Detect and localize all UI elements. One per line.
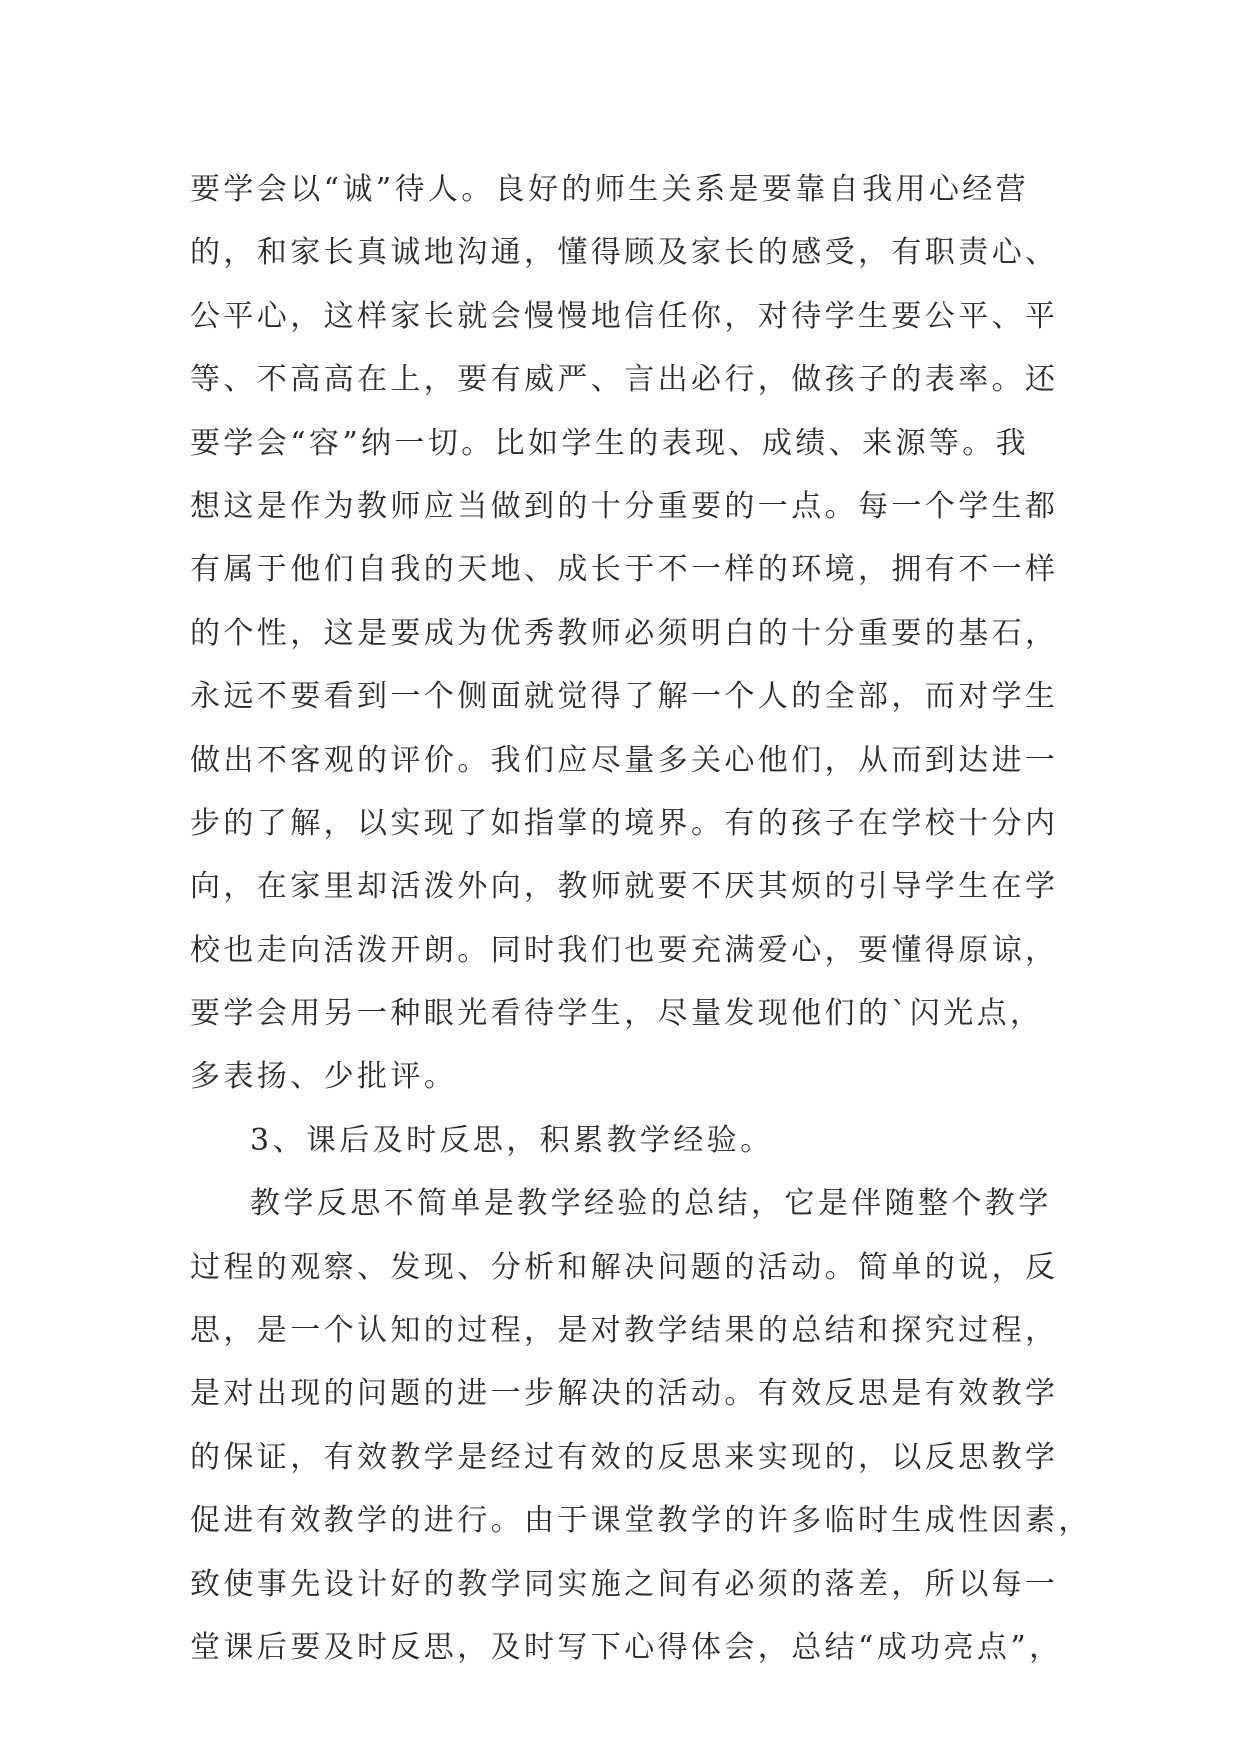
text-line: 步的了解，以实现了如指掌的境界。有的孩子在学校十分内	[190, 805, 1059, 841]
paragraph-first-line: 教学反思不简单是教学经验的总结，它是伴随整个教学	[250, 1186, 1052, 1222]
text-line: 多表扬、少批评。	[190, 1059, 458, 1095]
text-line: 是对出现的问题的进一步解决的活动。有效反思是有效教学	[190, 1376, 1059, 1412]
text-line: 的保证，有效教学是经过有效的反思来实现的，以反思教学	[190, 1439, 1059, 1475]
text-line: 要学会用另一种眼光看待学生，尽量发现他们的`闪光点，	[190, 996, 1044, 1032]
text-line: 等、不高高在上，要有威严、言出必行，做孩子的表率。还	[190, 362, 1059, 398]
text-line: 要学会以“诚”待人。良好的师生关系是要靠自我用心经营	[190, 172, 1030, 207]
text-line: 向，在家里却活泼外向，教师就要不厌其烦的引导学生在学	[190, 869, 1059, 905]
body-text	[190, 158, 1092, 1679]
text-line: 公平心，这样家长就会慢慢地信任你，对待学生要公平、平	[190, 298, 1059, 334]
text-line: 想这是作为教师应当做到的十分重要的一点。每一个学生都	[190, 488, 1059, 524]
text-line: 有属于他们自我的天地、成长于不一样的环境，拥有不一样	[190, 552, 1059, 588]
text-line: 校也走向活泼开朗。同时我们也要充满爱心，要懂得原谅，	[190, 932, 1059, 968]
text-line: 做出不客观的评价。我们应尽量多关心他们，从而到达进一	[190, 742, 1059, 778]
text-line: 过程的观察、发现、分析和解决问题的活动。简单的说，反	[190, 1249, 1059, 1285]
text-line: 要学会“容”纳一切。比如学生的表现、成绩、来源等。我	[190, 425, 1030, 461]
text-line: 堂课后要及时反思，及时写下心得体会，总结“成功亮点”，	[190, 1629, 1063, 1665]
text-line: 的，和家长真诚地沟通，懂得顾及家长的感受，有职责心、	[190, 235, 1059, 271]
text-line: 思，是一个认知的过程，是对教学结果的总结和探究过程，	[190, 1313, 1059, 1349]
text-line: 永远不要看到一个侧面就觉得了解一个人的全部，而对学生	[190, 679, 1059, 715]
text-line: 致使事先设计好的教学同实施之间有必须的落差，所以每一	[190, 1566, 1059, 1602]
text-line: 的个性，这是要成为优秀教师必须明白的十分重要的基石，	[190, 615, 1059, 651]
text-line: 促进有效教学的进行。由于课堂教学的许多临时生成性因素，	[190, 1503, 1092, 1539]
section-heading: 3、课后及时反思，积累教学经验。	[250, 1122, 774, 1158]
